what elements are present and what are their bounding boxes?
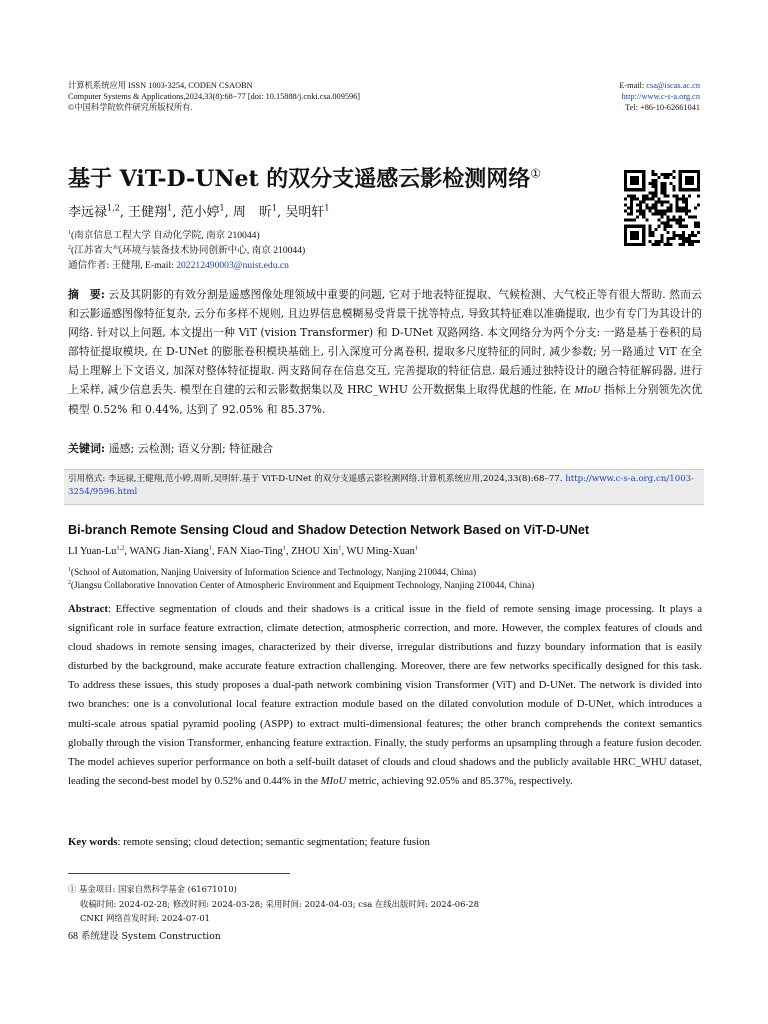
journal-email-link[interactable]: csa@iscas.ac.cn	[646, 81, 700, 90]
cn-affiliation-1: $^1$(南京信息工程大学 自动化学院, 南京 210044)	[68, 229, 260, 241]
en-author: WANG Jian-Xiang$^1$	[129, 544, 213, 557]
cn-keywords: 关键词: 遥感; 云检测; 语义分割; 特征融合	[68, 442, 274, 455]
cn-author: 周 昕$^1$	[232, 203, 278, 220]
journal-citation-line: Computer Systems & Applications,2024,33(8):68−77 [doi: 10.15888/j.cnki.csa.009596]	[68, 92, 361, 101]
journal-header-right	[619, 80, 700, 113]
en-abstract-metric: MIoU	[320, 774, 347, 787]
page-number: 68	[68, 931, 78, 942]
cn-keywords-label: 关键词:	[68, 442, 106, 455]
cn-author: 李远禄$^{1,2}$	[68, 203, 120, 220]
en-keywords: Key words: remote sensing; cloud detection; semantic segmentation; feature fusion	[68, 836, 430, 848]
cn-abstract-metric: MIoU	[574, 384, 601, 396]
en-author: FAN Xiao-Ting$^1$	[217, 544, 286, 557]
en-affiliation-1: $^1$(School of Automation, Nanjing University of Information Science and Technology, Nanjing 210044, China)	[68, 566, 477, 578]
cn-affiliation-2: $^2$(江苏省大气环境与装备技术协同创新中心, 南京 210044)	[68, 244, 306, 256]
qr-code-icon	[624, 170, 700, 246]
cn-author-list: 李远禄$^{1,2}$, 王健翔$^1$, 范小婷$^1$, 周 昕$^1$, 吴明轩$^1$	[68, 203, 330, 220]
en-keywords-label: Key words	[68, 836, 118, 848]
footnote-fund: ① 基金项目: 国家自然科学基金 (61671010)	[68, 884, 237, 894]
footnote-dates: 收稿时间: 2024-02-28; 修改时间: 2024-03-28; 采用时间: 2024-04-03; csa 在线出版时间: 2024-06-28	[80, 899, 479, 909]
journal-header-left	[68, 80, 360, 113]
cn-corresponding-author: 通信作者: 王健翔, E-mail: 202212490003@nuist.edu.cn	[68, 260, 289, 271]
cn-abstract: 摘 要: 云及其阴影的有效分割是遥感图像处理领域中重要的问题, 它对于地表特征提取、气候检测、大气校正等有很大帮助. 然而云和云影遥感图像特征复杂, 云分布多样不规则, 且边界信息模糊易受背景干扰等特点, 导致其特征难以准确提取, 也少有专门为其设计的网络. 针对以上问题, 本文提出一种 ViT (vision Transformer) 和 D-UNet 双路网络. 本文网络分为两个分支: 一路是基于卷积的局部特征提取模块, 在 D-UNet 的膨胀卷积模块基础上, 引入深度可分离卷积, 提取多尺度特征的同时, 减少参数; 另一路通过 ViT 在全局上理解上下文语义, 加深对整体特征提取. 两支路间存在信息交互, 完善提取的特征信息. 最后通过独特设计的融合特征解码器, 进行上采样, 减少信息丢失. 模型在自建的云和云影数据集以及 HRC_WHU 公开数据集上取得优越的性能, 在 MIoU 指标上分别领先次优模型 0.52% 和 0.44%, 达到了 92.05% 和 85.37%.	[68, 288, 703, 416]
en-author: WU Ming-Xuan$^1$	[346, 544, 419, 557]
journal-email-line: E-mail: csa@iscas.ac.cn	[619, 81, 700, 90]
en-author-list: LI Yuan-Lu$^{1,2}$, WANG Jian-Xiang$^1$, FAN Xiao-Ting$^1$, ZHOU Xin$^1$, WU Ming-Xuan$^1$	[68, 544, 419, 557]
journal-issn-line: 计算机系统应用 ISSN 1003-3254, CODEN CSAOBN	[68, 81, 253, 90]
footnote-rule	[68, 873, 290, 874]
footnote-cnki: CNKI 网络首发时间: 2024-07-01	[80, 913, 210, 923]
footer-section: 系统建设 System Construction	[80, 931, 221, 942]
en-author: LI Yuan-Lu$^{1,2}$	[68, 544, 125, 557]
cn-title-footnote-mark: ①	[530, 166, 542, 181]
cn-title-text: 基于 ViT-D-UNet 的双分支遥感云影检测网络	[68, 166, 531, 192]
en-abstract: Abstract: Effective segmentation of clouds and their shadows is a critical issue in the field of remote sensing image processing. It plays a significant role in surface feature extraction, climate detection, atmospheric correction, and more. However, the complex features of clouds and cloud shadows in remote sensing images, characterized by their diverse, irregular distributions and fuzzy boundary information that is easily disturbed by the background, make accurate feature extraction challenging. Moreover, there are few networks specifically designed for this task. To address these issues, this study proposes a dual-path network combining vision Transformer (ViT) and D-UNet. The network is divided into two branches: one is a convolutional local feature extraction module based on the dilated convolution module of D-UNet, which introduces a multi-scale atrous spatial pyramid pooling (ASPP) to extract multi-dimensional features; the other branch comprehends the context semantics globally through the vision Transformer, enhancing feature extraction. Finally, the study performs an upsampling through a feature fusion decoder. The model achieves superior performance on both a self-built dataset of clouds and cloud shadows and the publicly available HRC_WHU dataset, leading the second-best model by 0.52% and 0.44% in the MIoU metric, achieving 92.05% and 85.37%, respectively.	[68, 603, 702, 787]
en-title: Bi-branch Remote Sensing Cloud and Shadow Detection Network Based on ViT-D-UNet	[68, 523, 590, 537]
en-affiliation-2: $^2$(Jiangsu Collaborative Innovation Center of Atmospheric Environment and Equipment Technology, Nanjing 210044, China)	[68, 579, 535, 591]
cn-title	[68, 165, 541, 193]
cn-author: 吴明轩$^1$	[285, 203, 330, 220]
cn-author: 王健翔$^1$	[128, 203, 173, 220]
cn-author: 范小婷$^1$	[180, 203, 225, 220]
journal-website-link[interactable]: http://www.c-s-a.org.cn	[621, 92, 700, 101]
page-footer	[68, 931, 221, 943]
journal-tel: Tel: +86-10-62661041	[625, 103, 700, 112]
copyright-line: ©中国科学院软件研究所版权所有.	[68, 103, 193, 112]
citation-text: 引用格式: 李远禄,王健翔,范小婷,周昕,吴明轩.基于 ViT-D-UNet 的双分支遥感云影检测网络.计算机系统应用,2024,33(8):68–77. http://www.c-s-a.org.cn/1003-3254/9596.html	[68, 474, 695, 497]
en-author: ZHOU Xin$^1$	[291, 544, 342, 557]
cn-abstract-label: 摘 要:	[68, 288, 105, 301]
corresponding-email-link[interactable]: 202212490003@nuist.edu.cn	[176, 260, 289, 271]
citation-url-link[interactable]: http://www.c-s-a.org.cn/1003-3254/9596.html	[68, 474, 695, 497]
en-abstract-label: Abstract	[68, 603, 109, 615]
